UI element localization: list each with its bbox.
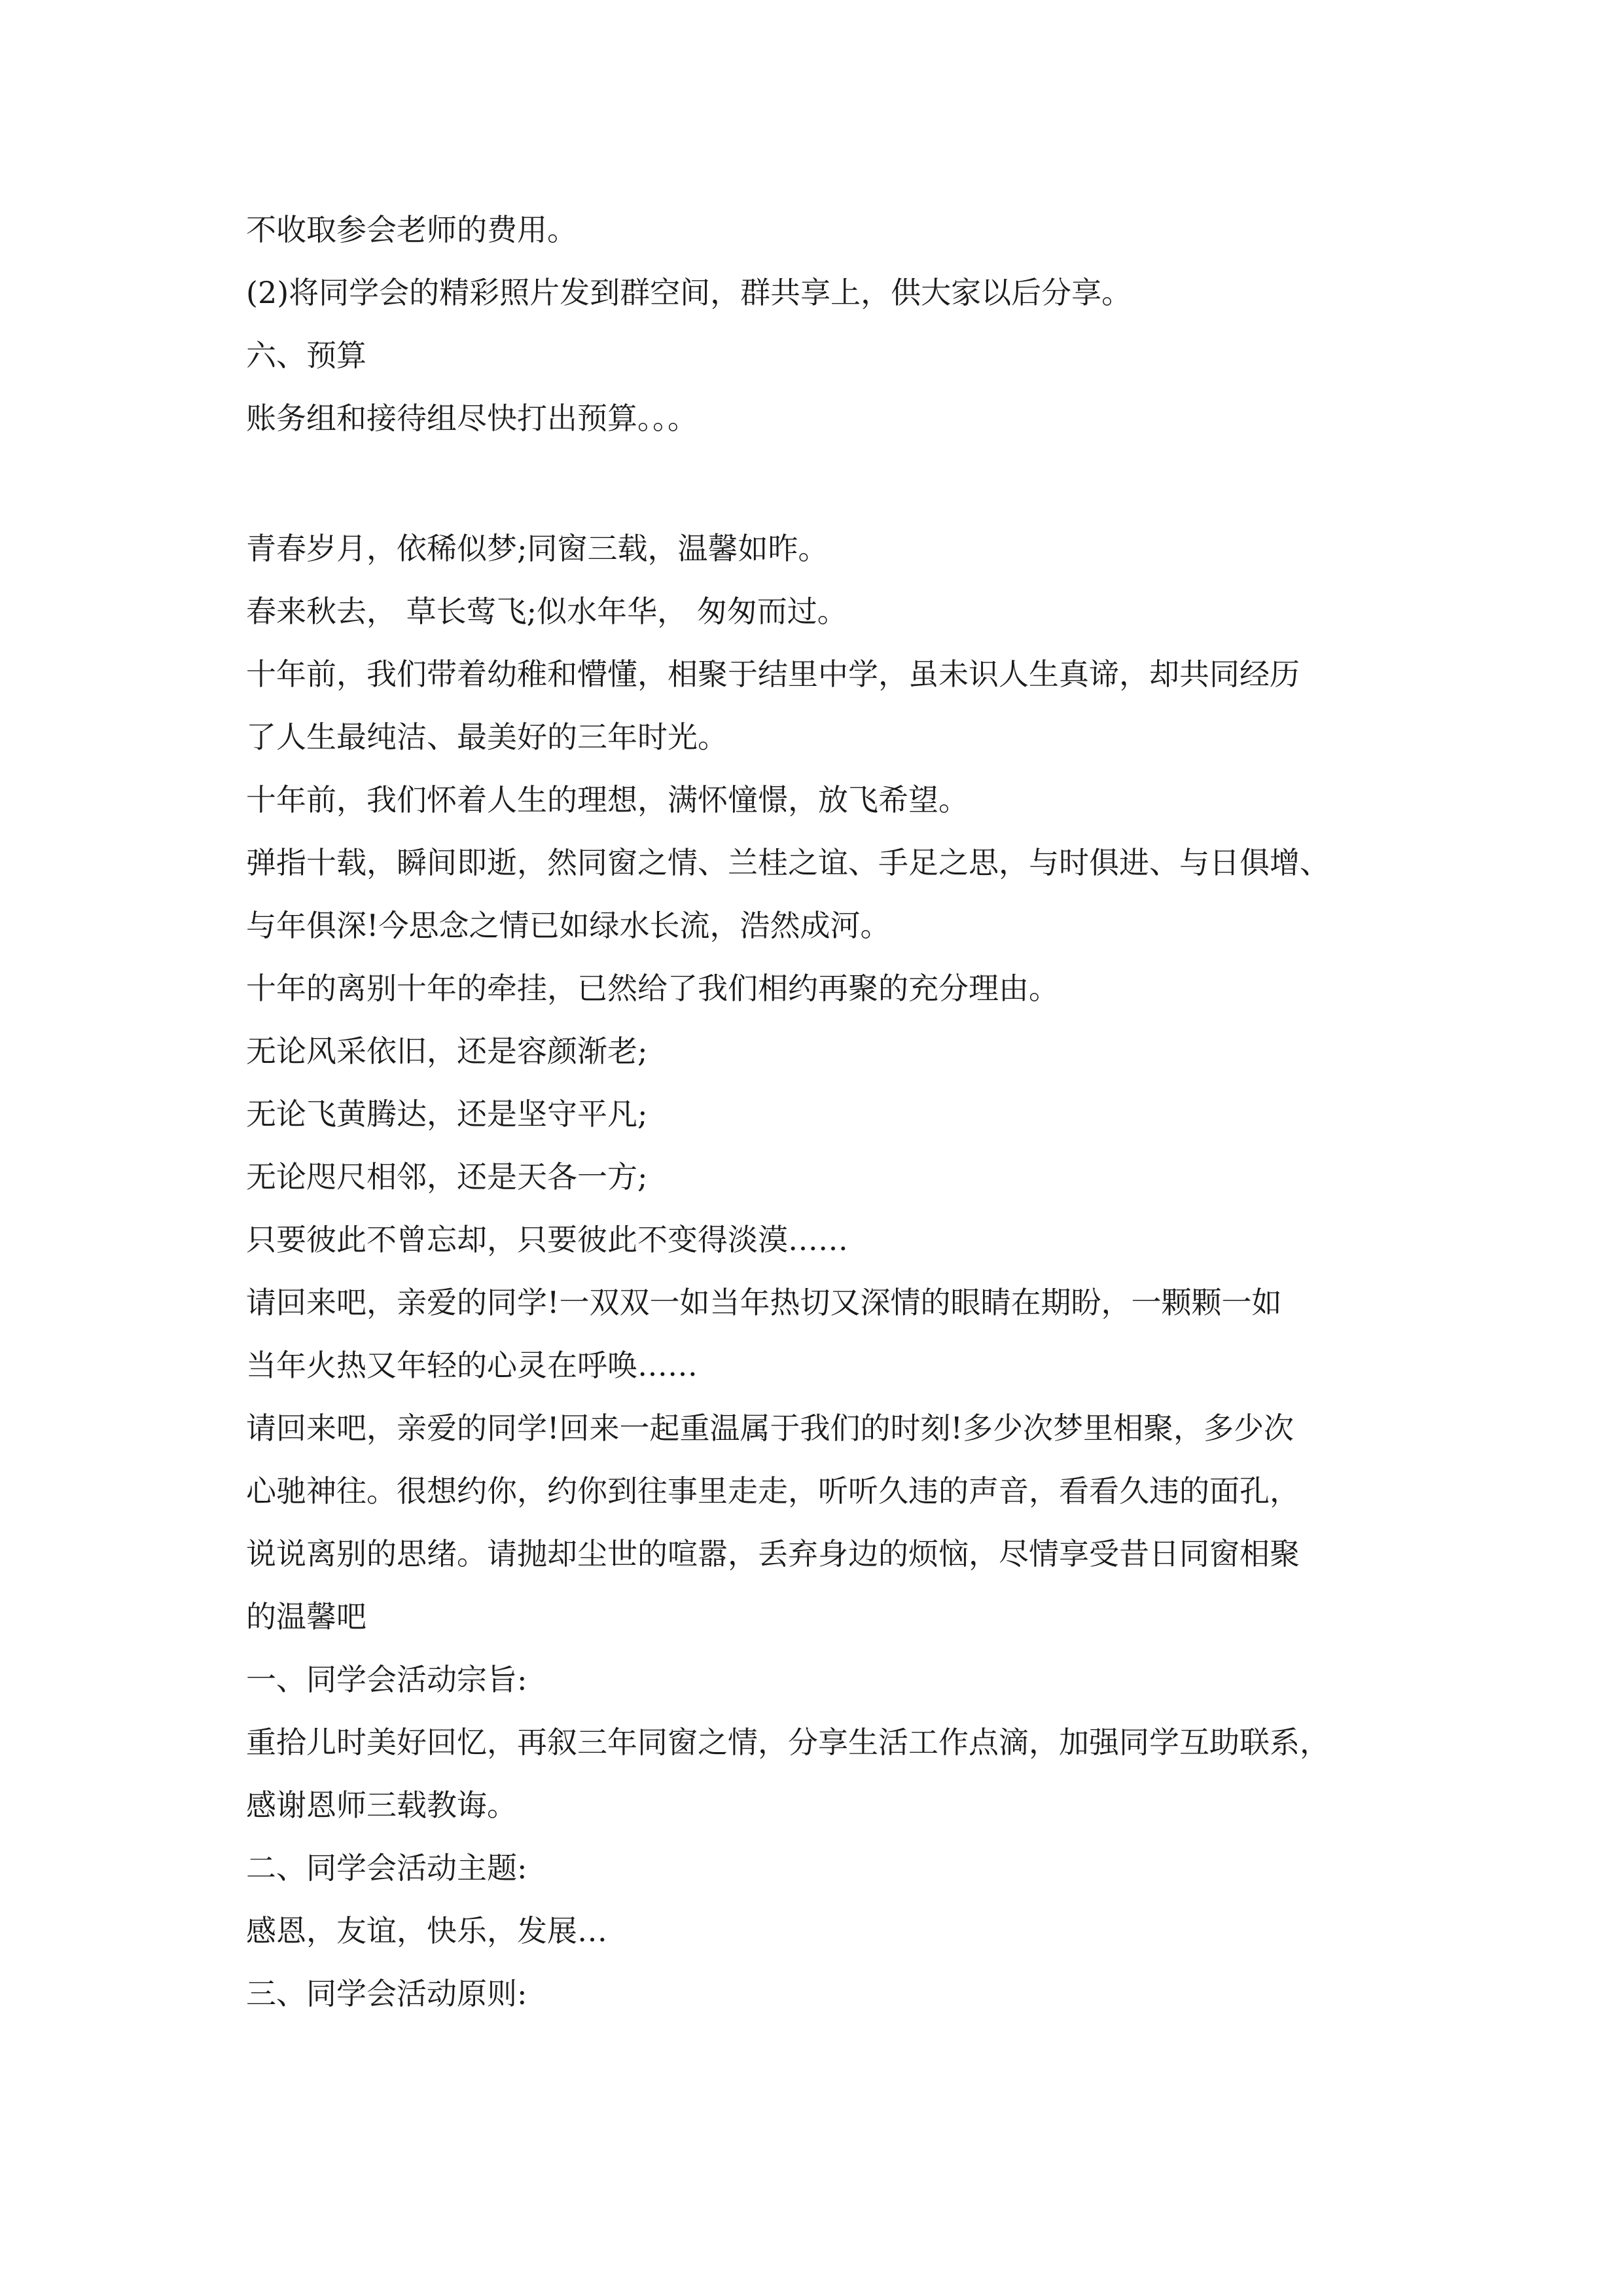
- section-heading: 一、同学会活动宗旨:: [246, 1662, 527, 1697]
- text-line: 春来秋去， 草长莺飞;似水年华， 匆匆而过。: [246, 594, 847, 629]
- section-heading: 三、同学会活动原则:: [246, 1976, 527, 2011]
- text-line: 当年火热又年轻的心灵在呼唤……: [246, 1348, 698, 1383]
- text-line: 了人生最纯洁、最美好的三年时光。: [246, 719, 728, 755]
- text-line: 青春岁月，依稀似梦;同窗三载，温馨如昨。: [246, 531, 829, 566]
- text-line: 十年前，我们带着幼稚和懵懂，相聚于结里中学，虽未识人生真谛，却共同经历: [246, 656, 1300, 692]
- text-line: 十年前，我们怀着人生的理想，满怀憧憬，放飞希望。: [246, 782, 969, 817]
- text-line: 无论风采依旧，还是容颜渐老;: [246, 1033, 648, 1069]
- text-line: 感恩，友谊，快乐，发展…: [246, 1913, 607, 1948]
- text-line: 请回来吧，亲爱的同学!一双双一如当年热切又深情的眼睛在期盼，一颗颗一如: [246, 1285, 1282, 1320]
- section-heading: 六、预算: [246, 338, 366, 373]
- text-line: 说说离别的思绪。请抛却尘世的喧嚣，丢弃身边的烦恼，尽情享受昔日同窗相聚: [246, 1536, 1300, 1571]
- section-heading: 二、同学会活动主题:: [246, 1850, 527, 1886]
- text-line: 弹指十载，瞬间即逝，然同窗之情、兰桂之谊、手足之思，与时俱进、与日俱增、: [246, 845, 1330, 880]
- text-line: 只要彼此不曾忘却，只要彼此不变得淡漠……: [246, 1222, 848, 1257]
- text-line: 的温馨吧: [246, 1599, 366, 1634]
- text-line: 不收取参会老师的费用。: [246, 212, 577, 247]
- text-line: 心驰神往。很想约你，约你到往事里走走，听听久违的声音，看看久违的面孔，: [246, 1473, 1300, 1509]
- text-line: 账务组和接待组尽快打出预算。。。: [246, 401, 698, 436]
- text-line: 无论咫尺相邻，还是天各一方;: [246, 1159, 648, 1194]
- text-line: 请回来吧，亲爱的同学!回来一起重温属于我们的时刻!多少次梦里相聚，多少次: [246, 1410, 1294, 1446]
- text-line: 感谢恩师三载教诲。: [246, 1787, 517, 1823]
- text-line: 与年俱深!今思念之情已如绿水长流，浩然成河。: [246, 908, 891, 943]
- text-line: 重拾儿时美好回忆，再叙三年同窗之情，分享生活工作点滴，加强同学互助联系，: [246, 1725, 1330, 1760]
- text-line: 无论飞黄腾达，还是坚守平凡;: [246, 1096, 648, 1132]
- text-line: 十年的离别十年的牵挂，已然给了我们相约再聚的充分理由。: [246, 971, 1059, 1006]
- text-line: (2)将同学会的精彩照片发到群空间，群共享上，供大家以后分享。: [246, 275, 1132, 310]
